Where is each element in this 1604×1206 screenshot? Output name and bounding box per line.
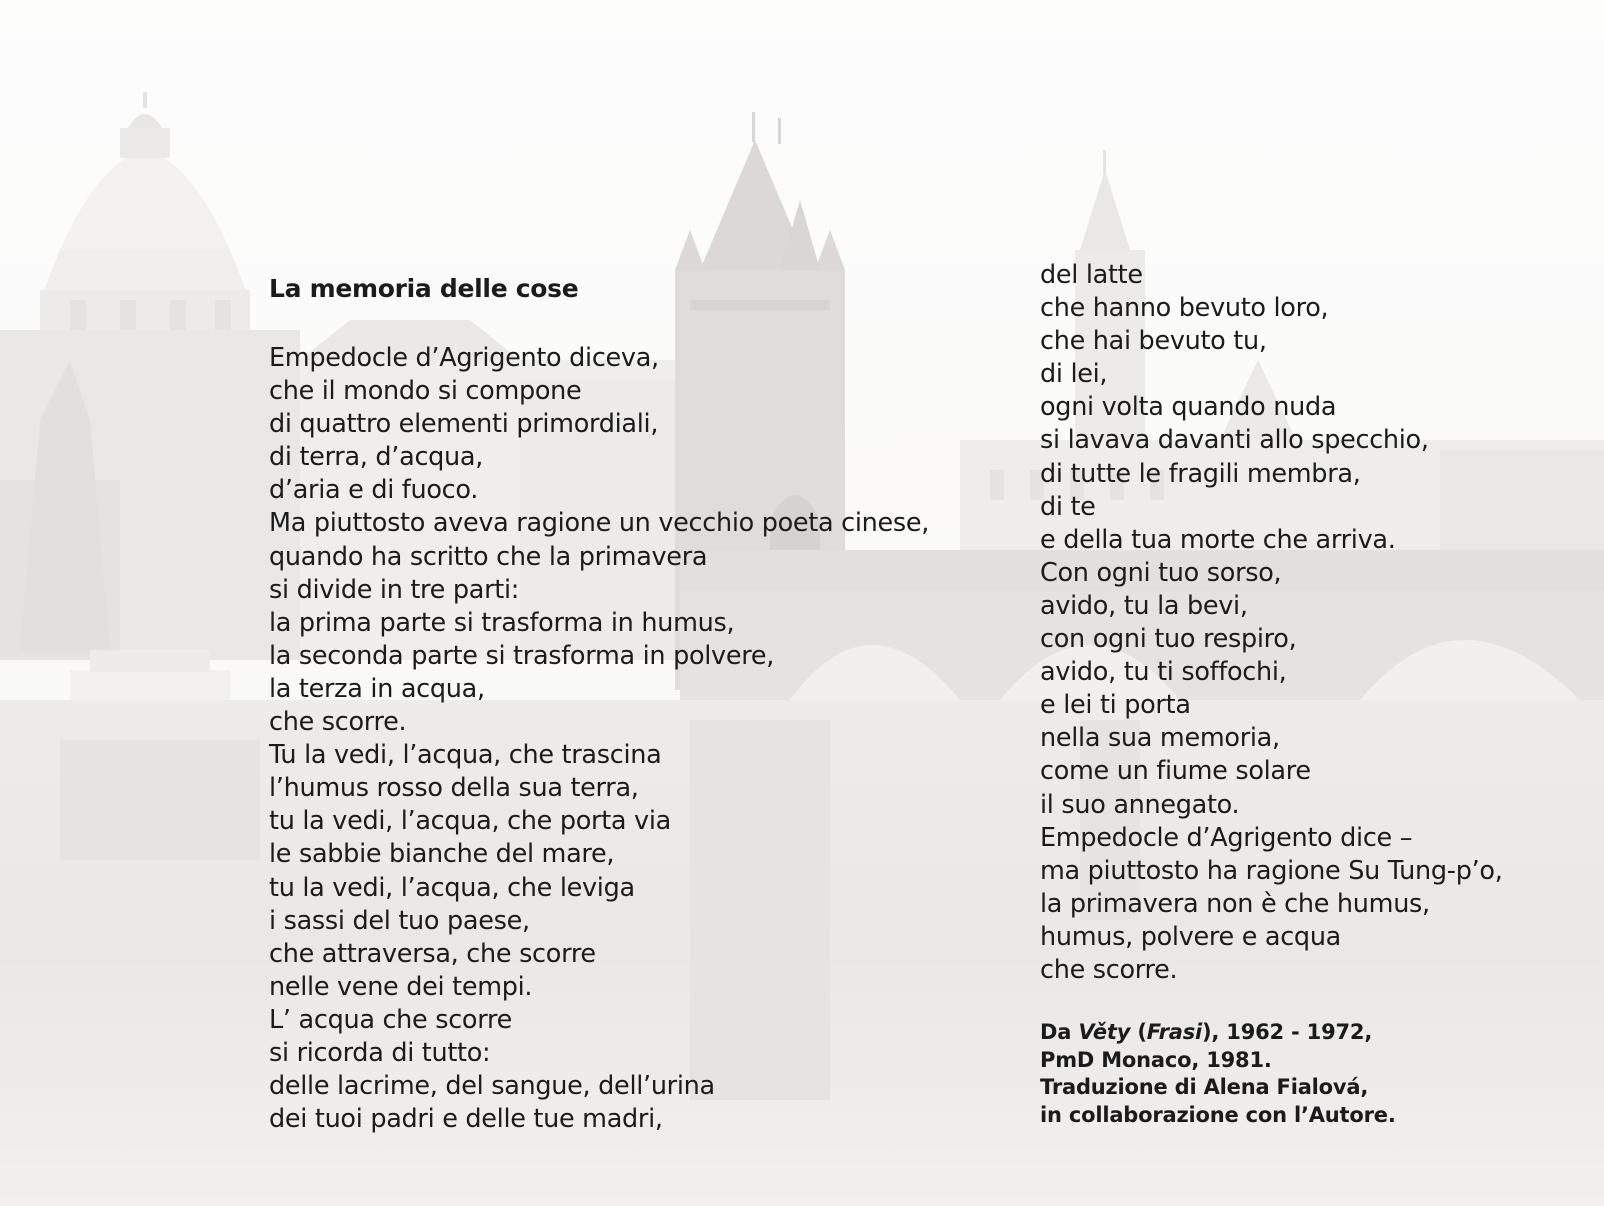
- poem-line: la terza in acqua,: [269, 673, 485, 704]
- poem-line: nella sua memoria,: [1040, 723, 1280, 754]
- poem-column-right: [1040, 259, 1503, 987]
- poem-line: del latte: [1040, 260, 1143, 290]
- poem-line: che hai bevuto tu,: [1040, 326, 1267, 357]
- poem-line: si lavava davanti allo specchio,: [1040, 425, 1429, 456]
- book-title-translation: Frasi: [1146, 1020, 1203, 1044]
- poem-line: tu la vedi, l’acqua, che leviga: [269, 872, 635, 903]
- poem-line: le sabbie bianche del mare,: [269, 839, 615, 870]
- poem-line: Con ogni tuo sorso,: [1040, 557, 1282, 588]
- poem-line: delle lacrime, del sangue, dell’urina: [269, 1071, 715, 1102]
- source-line-publisher: PmD Monaco, 1981.: [1040, 1047, 1272, 1072]
- poem-line: che il mondo si compone: [269, 376, 582, 407]
- poem-line: quando ha scritto che la primavera: [269, 541, 708, 572]
- poem-line: tu la vedi, l’acqua, che porta via: [269, 806, 671, 837]
- poem-line: nelle vene dei tempi.: [269, 971, 533, 1002]
- poem-line: la seconda parte si trasforma in polvere,: [269, 640, 775, 671]
- book-title: Věty: [1078, 1020, 1131, 1044]
- poem-line: di terra, d’acqua,: [269, 442, 484, 473]
- paren-open: (: [1130, 1020, 1147, 1044]
- poem-line: avido, tu la bevi,: [1040, 590, 1248, 621]
- poem-line: come un fiume solare: [1040, 756, 1311, 787]
- poem-line: che hanno bevuto loro,: [1040, 293, 1329, 324]
- poem-line: si ricorda di tutto:: [269, 1037, 491, 1068]
- poem-line: humus, polvere e acqua: [1040, 921, 1342, 952]
- paren-close-years: ), 1962 - 1972,: [1202, 1020, 1373, 1044]
- poem-line: la primavera non è che humus,: [1040, 888, 1430, 919]
- poem-line: di tutte le fragili membra,: [1040, 458, 1361, 489]
- poem-line: Tu la vedi, l’acqua, che trascina: [269, 740, 662, 771]
- poem-line: di lei,: [1040, 359, 1108, 390]
- poem-line: la prima parte si trasforma in humus,: [269, 607, 735, 638]
- poem-title: La memoria delle cose: [269, 274, 579, 303]
- poem-line: Empedocle d’Agrigento dice –: [1040, 822, 1413, 853]
- source-line-collaboration: in collaborazione con l’Autore.: [1040, 1103, 1396, 1128]
- poem-line: d’aria e di fuoco.: [269, 475, 479, 506]
- poem-line: si divide in tre parti:: [269, 574, 520, 605]
- poem-line: dei tuoi padri e delle tue madri,: [269, 1104, 663, 1135]
- poem-line: Empedocle d’Agrigento diceva,: [269, 343, 659, 373]
- poem-line: il suo annegato.: [1040, 789, 1240, 820]
- poem-line: l’humus rosso della sua terra,: [269, 773, 639, 804]
- poem-column-left: [269, 342, 929, 1136]
- source-credit: [1040, 1019, 1396, 1130]
- poem-line: che scorre.: [1040, 954, 1178, 985]
- poem-line: con ogni tuo respiro,: [1040, 624, 1297, 655]
- source-line-book: [1040, 1019, 1396, 1047]
- poem-line: i sassi del tuo paese,: [269, 905, 530, 936]
- source-line-translator: Traduzione di Alena Fialová,: [1040, 1075, 1369, 1100]
- poem-line: e della tua morte che arriva.: [1040, 524, 1396, 555]
- poem-line: che scorre.: [269, 707, 407, 738]
- poem-line: Ma piuttosto aveva ragione un vecchio poeta cinese,: [269, 508, 930, 539]
- poem-line: ma piuttosto ha ragione Su Tung-p’o,: [1040, 855, 1503, 886]
- poem-line: che attraversa, che scorre: [269, 938, 596, 969]
- poem-line: e lei ti porta: [1040, 690, 1191, 721]
- poem-line: di te: [1040, 491, 1096, 522]
- poem-line: ogni volta quando nuda: [1040, 392, 1337, 423]
- poem-line: L’ acqua che scorre: [269, 1004, 512, 1035]
- poem-line: avido, tu ti soffochi,: [1040, 657, 1287, 688]
- poem-line: di quattro elementi primordiali,: [269, 409, 659, 440]
- source-prefix: Da: [1040, 1020, 1079, 1044]
